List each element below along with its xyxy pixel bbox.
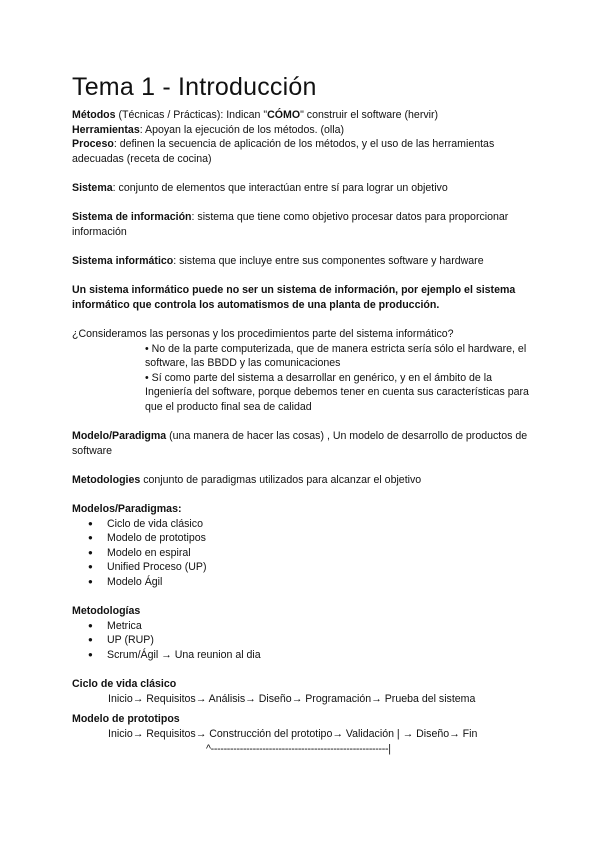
metodologies-definition: Metodologies conjunto de paradigmas utilizados para alcanzar el objetivo [72, 473, 422, 486]
sistema-informatico-definition: Sistema informático: sistema que incluye entre sus componentes software y hardware [72, 254, 484, 267]
modelo-term: Modelo/Paradigma [72, 430, 167, 443]
modelo-definition: Modelo/Paradigma (una manera de hacer las cosas) , Un modelo de desarrollo de productos de software [72, 430, 528, 457]
como-emphasis: CÓMO [267, 109, 301, 121]
herramientas-term: Herramientas [72, 123, 140, 136]
spacer [72, 312, 532, 327]
list-item: ● Modelo de prototipos [72, 531, 532, 546]
spacer [72, 166, 532, 181]
bold-note: Un sistema informático puede no ser un sistema de información, por ejemplo el sistema informático que controla los automatismos de una planta de producción. [72, 284, 516, 311]
metodologias-heading: Metodologías [72, 605, 141, 618]
question-text: ¿Consideramos las personas y los procedimientos parte del sistema informático? [72, 327, 454, 340]
page-title: Tema 1 - Introducción [72, 73, 317, 101]
prototipos-heading: Modelo de prototipos [72, 713, 180, 726]
spacer [72, 239, 532, 254]
list-item: ● Modelo Ágil [72, 575, 532, 590]
proceso-term: Proceso [72, 138, 114, 151]
spacer [72, 269, 532, 284]
sistema-informatico-term: Sistema informático [72, 254, 174, 267]
list-item: ● Ciclo de vida clásico [72, 517, 532, 532]
ciclo-flow: Inicio→ Requisitos→ Análisis→ Diseño→ Programación→ Prueba del sistema [108, 692, 476, 705]
prototipos-flow: Inicio→ Requisitos→ Construcción del prototipo→ Validación | → Diseño→ Fin [108, 727, 478, 740]
spacer [72, 663, 532, 678]
spacer [72, 487, 532, 502]
list-item: ● Unified Proceso (UP) [72, 560, 532, 575]
spacer [72, 196, 532, 211]
metodologias-list [72, 619, 532, 663]
metodologies-term: Metodologies [72, 473, 141, 486]
sistema-definition: Sistema: conjunto de elementos que interactúan entre sí para lograr un objetivo [72, 181, 448, 194]
question-answer-no: • No de la parte computerizada, que de manera estricta sería sólo el hardware, el software, las BBDD y las comunicaciones [145, 342, 527, 370]
ciclo-heading: Ciclo de vida clásico [72, 678, 177, 691]
document-page [72, 72, 532, 756]
proceso-definition: Proceso: definen la secuencia de aplicación de los métodos, y el uso de las herramientas adecuadas (receta de cocina) [72, 138, 495, 165]
herramientas-definition: Herramientas: Apoyan la ejecución de los métodos. (olla) [72, 123, 345, 136]
spacer [72, 458, 532, 473]
sistema-term: Sistema [72, 181, 113, 194]
spacer [72, 414, 532, 429]
metodos-term: Métodos [72, 109, 116, 121]
prototipos-return-line: ^-------------------------------------------------------| [206, 742, 391, 755]
sistema-informacion-definition: Sistema de información: sistema que tiene como objetivo procesar datos para proporcionar información [72, 211, 509, 238]
modelos-list [72, 517, 532, 590]
question-answer-si: • Sí como parte del sistema a desarrollar en genérico, y en el ámbito de la Ingeniería del software, porque debemos tener en cuenta sus características para que el producto final sea de calidad [145, 371, 529, 413]
list-item: ● Modelo en espiral [72, 546, 532, 561]
list-item: ● Scrum/Ágil → Una reunion al dia [72, 648, 532, 663]
sistema-informacion-term: Sistema de información [72, 211, 192, 224]
metodos-definition: Métodos (Técnicas / Prácticas): Indican "CÓMO" construir el software (hervir) [72, 109, 439, 121]
list-item: ● UP (RUP) [72, 633, 532, 648]
list-item: ● Metrica [72, 619, 532, 634]
spacer [72, 590, 532, 605]
modelos-heading: Modelos/Paradigmas: [72, 503, 182, 516]
